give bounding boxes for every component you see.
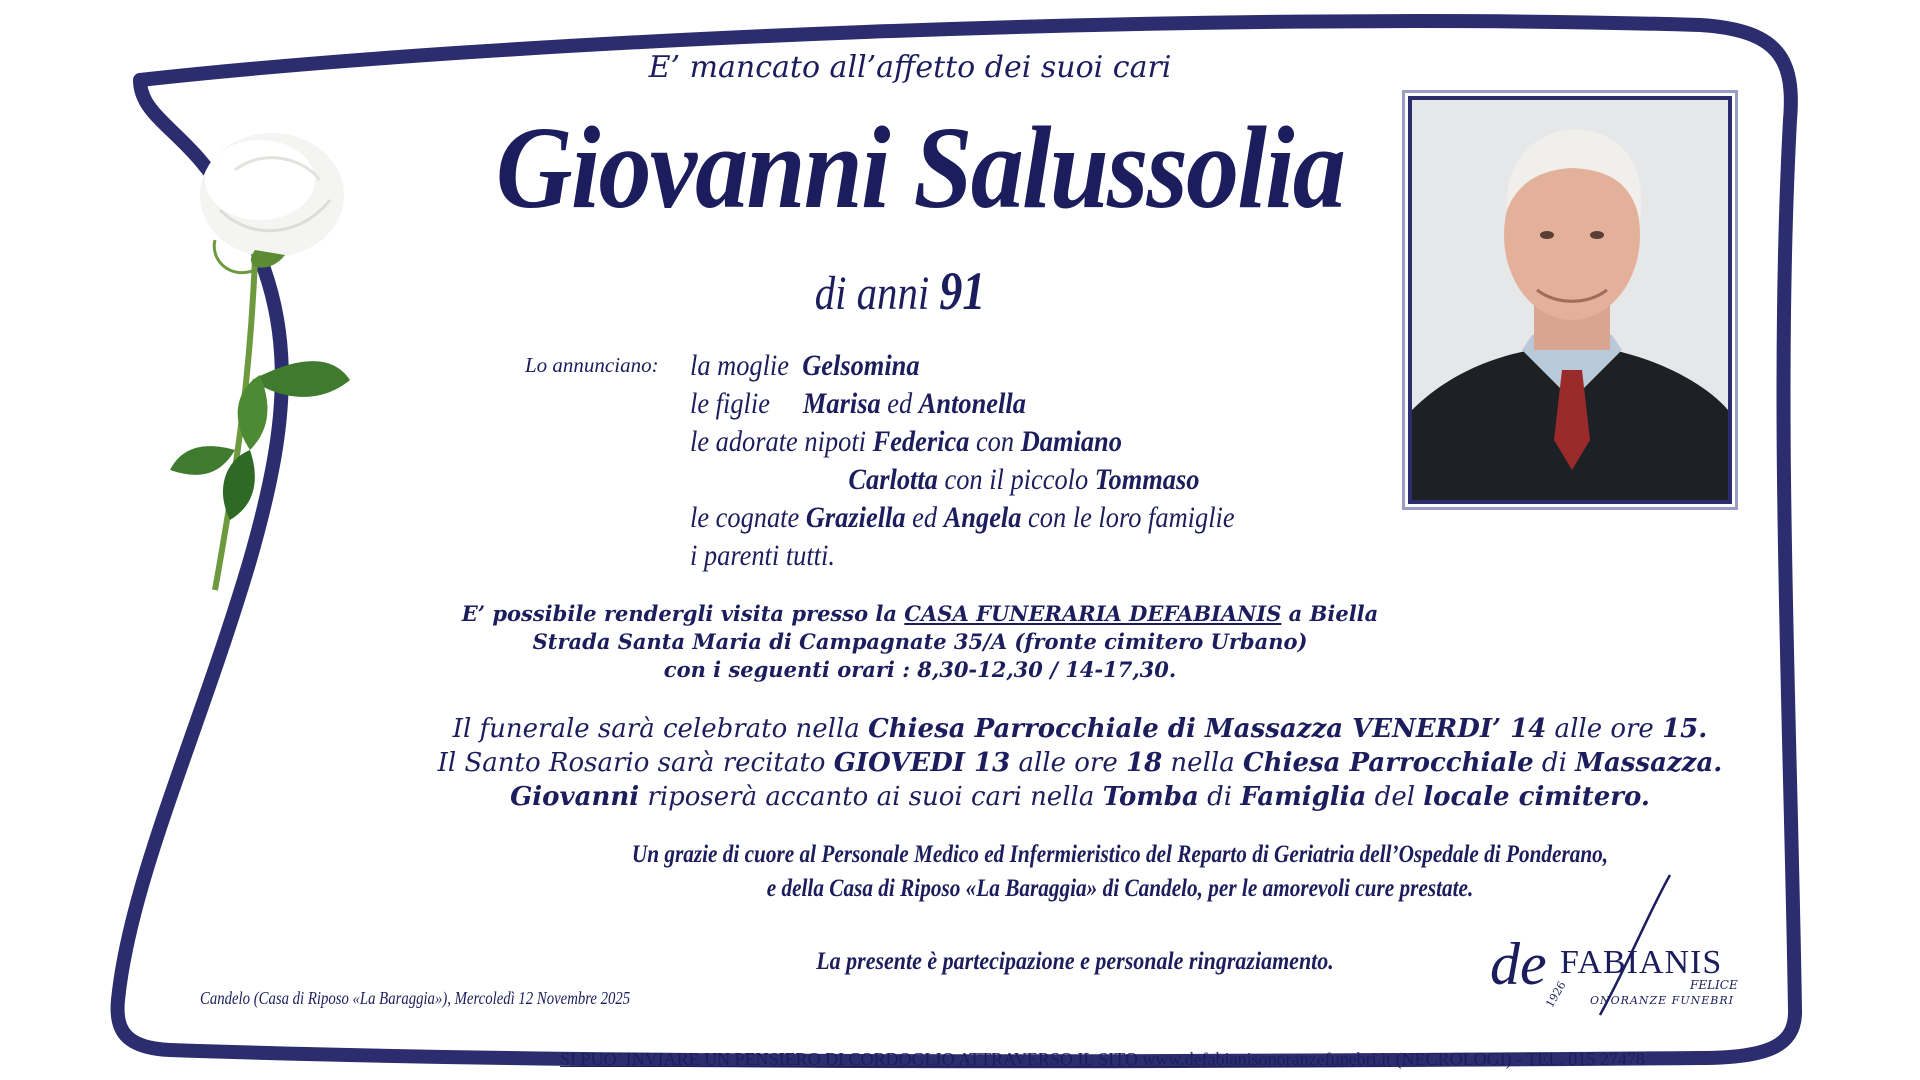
footer-pre: SI PUO’ INVIARE UN PENSIERO DI CORDOGLIO ATTRAVERSO IL SITO [560, 1049, 1143, 1069]
footer-post: (NECROLOGI) - TEL. 015 27478 [1391, 1049, 1645, 1069]
age-line [747, 260, 1053, 322]
text-segment: le cognate [690, 501, 806, 534]
bold-segment: Tomba [1102, 782, 1199, 812]
text-segment: ed [880, 387, 919, 420]
logo-subtitle: ONORANZE FUNEBRI [1590, 994, 1734, 1007]
thanks-line2: e della Casa di Riposo «La Baraggia» di Candelo, per le amorevoli cure prestate. [766, 875, 1474, 902]
bold-segment: Carlotta [848, 463, 938, 496]
funeral-row [380, 780, 1780, 814]
bold-segment: Chiesa Parrocchiale [1242, 748, 1534, 778]
text-segment: nella [1162, 748, 1243, 778]
funeral-info [380, 712, 1780, 814]
visit-line1-post: a Biella [1281, 601, 1379, 626]
funeral-row [380, 746, 1780, 780]
text-segment: di [1198, 782, 1241, 812]
family-row [690, 423, 1235, 461]
text-segment: le figlie [690, 387, 770, 420]
visit-info [420, 600, 1420, 684]
place-date: Candelo (Casa di Riposo «La Baraggia»), Mercoledì 12 Novembre 2025 [200, 988, 631, 1008]
text-segment: la moglie [690, 349, 789, 382]
family-row [690, 537, 1235, 575]
defabianis-logo [1490, 870, 1738, 1010]
bold-segment: Chiesa Parrocchiale di Massazza VENERDI’ 14 [868, 714, 1547, 744]
bold-segment: Federica [872, 425, 970, 458]
footer-line [560, 1049, 1645, 1070]
family-list [690, 347, 1235, 575]
bold-segment: Gelsomina [789, 349, 920, 382]
text-segment: alle ore [1546, 714, 1663, 744]
bold-segment: Damiano [1020, 425, 1122, 458]
bold-segment: Angela [943, 501, 1022, 534]
family-row [690, 385, 1235, 423]
bold-segment: GIOVEDI 13 [833, 748, 1011, 778]
visit-hours: con i seguenti orari : 8,30-12,30 / 14-17,30. [663, 657, 1177, 682]
portrait-photo [1408, 96, 1732, 504]
funeral-home-link[interactable]: CASA FUNERARIA DEFABIANIS [904, 601, 1282, 626]
logo-name: FABIANIS [1560, 944, 1723, 981]
bold-segment: 15. [1662, 714, 1708, 744]
partecipazione-note: La presente è partecipazione e personale ringraziamento. [816, 948, 1334, 975]
text-segment: con il piccolo [937, 463, 1095, 496]
age-value: 91 [939, 261, 986, 321]
text-segment: Il funerale sarà celebrato nella [452, 714, 869, 744]
intro-line: E’ mancato all’affetto dei suoi cari [648, 50, 1172, 85]
bold-segment: Giovanni [510, 782, 640, 812]
logo-initial: de [1490, 931, 1547, 997]
text-segment: le adorate nipoti [690, 425, 873, 458]
bold-segment: Famiglia [1240, 782, 1367, 812]
bold-segment: 18 [1125, 748, 1163, 778]
announce-label: Lo annunciano: [525, 353, 659, 377]
text-segment: Il Santo Rosario sarà recitato [437, 748, 834, 778]
bold-segment: locale cimitero. [1423, 782, 1650, 812]
text-segment: i parenti tutti. [690, 539, 835, 572]
website-link[interactable]: www.defabianisonoranzefunebri.it [1142, 1049, 1392, 1069]
logo-felice: FELICE [1690, 978, 1738, 992]
family-row [690, 499, 1235, 537]
text-segment: alle ore [1010, 748, 1126, 778]
thanks-line1: Un grazie di cuore al Personale Medico ed Infermieristico del Reparto di Geriatria dell’Ospedale di Ponderano, [631, 841, 1609, 868]
bold-segment: Tommaso [1094, 463, 1200, 496]
text-segment: con [969, 425, 1021, 458]
visit-address: Strada Santa Maria di Campagnate 35/A (fronte cimitero Urbano) [532, 629, 1308, 654]
deceased-name: Giovanni Salussolia [495, 102, 1345, 233]
text-segment: con le loro famiglie [1021, 501, 1235, 534]
text-segment: del [1366, 782, 1424, 812]
age-prefix: di anni [814, 267, 930, 320]
white-rose-icon [160, 120, 390, 600]
family-row [690, 461, 1235, 499]
bold-segment: Marisa [769, 387, 881, 420]
visit-line1-pre: E’ possibile rendergli visita presso la [461, 601, 905, 626]
logo-year: 1926 [1543, 979, 1569, 1010]
bold-segment: Antonella [918, 387, 1026, 420]
text-segment: riposerà accanto ai suoi cari nella [639, 782, 1103, 812]
family-row [690, 347, 1235, 385]
funeral-row [380, 712, 1780, 746]
bold-segment: Massazza. [1575, 748, 1723, 778]
bold-segment: Graziella [805, 501, 906, 534]
text-segment: di [1533, 748, 1576, 778]
text-segment: ed [905, 501, 944, 534]
